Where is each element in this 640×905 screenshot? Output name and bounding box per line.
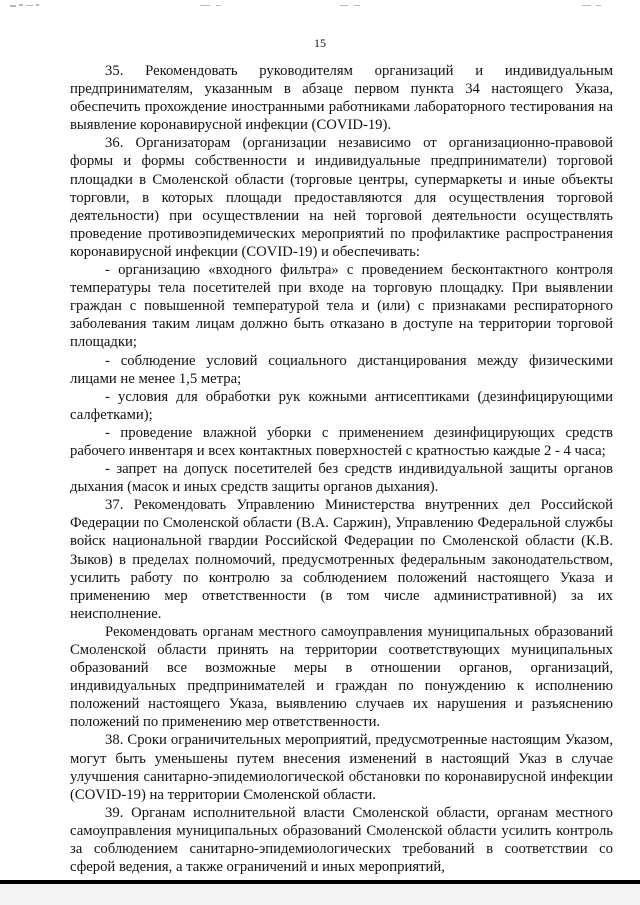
list-item-mask-requirement: - запрет на допуск посетителей без средств индивидуальной защиты органов дыхания (масок и иных средств защиты органов дыхания). bbox=[70, 461, 613, 496]
scan-artifact-marks bbox=[10, 2, 630, 10]
paragraph-35: 35. Рекомендовать руководителям организаций и индивидуальным предпринимателям, указанным в абзаце первом пункта 34 настоящего Указа, обеспечить прохождение иностранными работниками лабораторного тестирования на выявление коронавирусной инфекции (COVID-19). bbox=[70, 63, 613, 134]
paragraph-36: 36. Организаторам (организации независимо от организационно-правовой формы и формы собственности и индивидуальные предприниматели) торговой площадки в Смоленской области (торговые центры, супермаркеты и иные объекты торговли, в которых площади предоставляются для осуществления торговой деятельности) при осуществлении на ней торговой деятельности осуществлять проведение противоэпидемических мероприятий по профилактике распространения коронавирусной инфекции (COVID-19) и обеспечивать: bbox=[70, 135, 613, 260]
list-item-entry-filter: - организацию «входного фильтра» с проведением бесконтактного контроля температуры тела посетителей при входе на торговую площадку. При выявлении граждан с повышенной температурой тела и (или) с признаками респираторного заболевания таким лицам должно быть отказано в доступе на территории торговой площадки; bbox=[70, 262, 613, 351]
document-body bbox=[70, 62, 613, 876]
scan-bottom-margin bbox=[0, 884, 640, 905]
paragraph-37: 37. Рекомендовать Управлению Министерства внутренних дел Российской Федерации по Смоленской области (В.А. Саржин), Управлению Федеральной службы войск национальной гвардии Российской Федерации по Смоленской области (К.В. Зыков) в пределах полномочий, предусмотренных федеральным законодательством, усилить работу по контролю за соблюдением положений настоящего Указа и применению мер ответственности (в том числе административной) за их неисполнение. bbox=[70, 497, 613, 622]
list-item-social-distancing: - соблюдение условий социального дистанцирования между физическими лицами не менее 1,5 метра; bbox=[70, 352, 613, 387]
list-item-wet-cleaning: - проведение влажной уборки с применением дезинфицирующих средств рабочего инвентаря и всех контактных поверхностей с кратностью каждые 2 - 4 часа; bbox=[70, 424, 613, 459]
paragraph-37-local-government: Рекомендовать органам местного самоуправления муниципальных образований Смоленской области принять на территории соответствующих муниципальных образований все возможные меры в отношении органов, организаций, индивидуальных предпринимателей и граждан по понуждению к исполнению положений настоящего Указа, выявлению случаев их нарушения и разъяснению положений по применению мер ответственности. bbox=[70, 623, 613, 731]
list-item-hand-sanitizing: - условия для обработки рук кожными антисептиками (дезинфицирующими салфетками); bbox=[70, 388, 613, 423]
page-number: 15 bbox=[314, 36, 326, 50]
paragraph-39: 39. Органам исполнительной власти Смоленской области, органам местного самоуправления муниципальных образований Смоленской области усилить контроль за соблюдением санитарно-эпидемиологических требований в соответствии со сферой ведения, а также ограничений и иных мероприятий, bbox=[70, 804, 613, 876]
paragraph-38: 38. Сроки ограничительных мероприятий, предусмотренные настоящим Указом, могут быть уменьшены путем внесения изменений в настоящий Указ в случае улучшения санитарно-эпидемиологической обстановки по коронавирусной инфекции (COVID-19) на территории Смоленской области. bbox=[70, 732, 613, 803]
